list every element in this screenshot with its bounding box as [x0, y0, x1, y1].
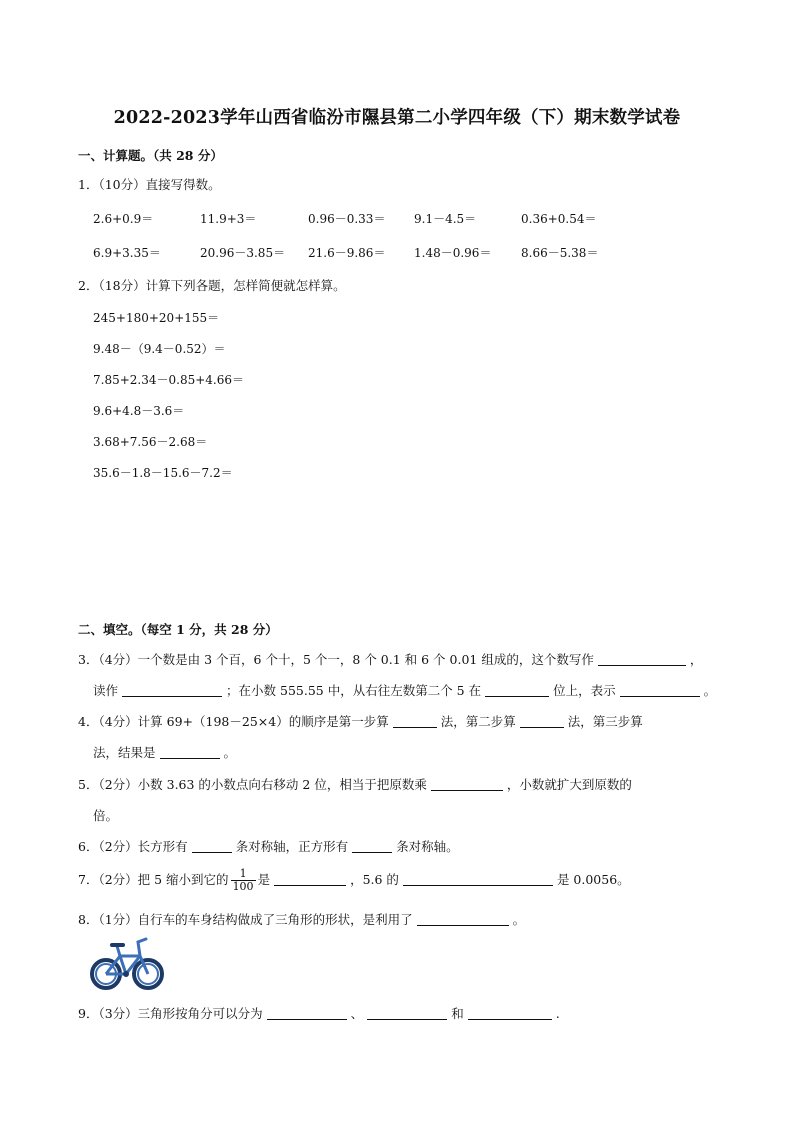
calc-item: 7.85+2.34－0.85+4.66＝	[93, 373, 244, 387]
question-2-stem: 2．（18分）计算下列各题，怎样简便就怎样算。	[78, 278, 346, 293]
question-5-text: 5．（2分）小数 3.63 的小数点向右移动 2 位，相当于把原数乘	[78, 777, 427, 792]
answer-blank[interactable]	[122, 683, 222, 697]
punctuation: .	[555, 1006, 560, 1021]
fraction-denominator: 100	[232, 880, 254, 893]
question-8	[78, 911, 525, 929]
question-3-text: ；在小数 555.55 中，从右往左数第二个 5 在	[226, 683, 482, 698]
question-9-text: 9．（3分）三角形按角分可以分为	[78, 1006, 263, 1021]
answer-blank[interactable]	[431, 777, 503, 791]
question-8-text: 8．（1分）自行车的车身结构做成了三角形的形状，是利用了	[78, 912, 413, 927]
question-3-text: 3．（4分）一个数是由 3 个百，6 个十，5 个一，8 个 0.1 和 6 个 0.01 组成的，这个数写作	[78, 652, 594, 667]
expression: 0.36+0.54＝	[521, 212, 597, 226]
separator: 、	[350, 1006, 364, 1021]
question-1-stem: 1．（10分）直接写得数。	[78, 177, 221, 192]
expression: 9.1－4.5＝	[414, 212, 477, 226]
question-7-text: 是 0.0056。	[556, 872, 630, 887]
bicycle-icon	[90, 934, 164, 992]
calc-item: 9.48－（9.4－0.52）＝	[93, 342, 226, 356]
answer-blank[interactable]	[520, 714, 564, 728]
answer-blank[interactable]	[192, 839, 232, 853]
question-6-text: 条对称轴。	[396, 839, 459, 854]
answer-blank[interactable]	[485, 683, 549, 697]
question-7-text: ，5.6 的	[350, 872, 399, 887]
answer-blank[interactable]	[403, 872, 553, 886]
question-4-line-1	[78, 713, 643, 731]
answer-blank[interactable]	[598, 652, 686, 666]
question-4-text: 法，结果是	[93, 745, 156, 760]
answer-blank[interactable]	[620, 683, 700, 697]
calc-item: 3.68+7.56－2.68＝	[93, 435, 208, 449]
question-4-text: 法，第二步算	[440, 714, 516, 729]
question-4-text: 4．（4分）计算 69+（198－25×4）的顺序是第一步算	[78, 714, 389, 729]
exam-title: 2022-2023学年山西省临汾市隰县第二小学四年级（下）期末数学试卷	[113, 108, 681, 128]
answer-blank[interactable]	[417, 912, 509, 926]
answer-blank[interactable]	[352, 839, 392, 853]
expression: 11.9+3＝	[200, 212, 257, 226]
question-7-text: 7．（2分）把 5 缩小到它的	[78, 872, 229, 887]
question-6-text: 条对称轴，正方形有	[235, 839, 349, 854]
calc-item: 245+180+20+155＝	[93, 311, 220, 325]
fraction	[231, 868, 256, 893]
section-1-heading: 一、计算题。（共 28 分）	[78, 148, 223, 163]
expression: 0.96－0.33＝	[308, 212, 386, 226]
question-5-line-2: 倍。	[93, 808, 119, 823]
expression: 8.66－5.38＝	[521, 246, 599, 260]
answer-blank[interactable]	[468, 1006, 552, 1020]
question-7-text: 是	[257, 872, 271, 887]
separator: 和	[451, 1006, 464, 1021]
question-3-text: 位上，表示	[553, 683, 616, 698]
question-3-text: 读作	[93, 683, 119, 698]
expression: 2.6+0.9＝	[93, 212, 154, 226]
fraction-numerator: 1	[239, 867, 247, 880]
punctuation: 。	[223, 745, 237, 760]
question-4-text: 法，第三步算	[567, 714, 643, 729]
expression: 21.6－9.86＝	[308, 246, 386, 260]
expression: 1.48－0.96＝	[414, 246, 492, 260]
question-4-line-2	[93, 744, 236, 762]
punctuation: 。	[703, 683, 717, 698]
expression: 20.96－3.85＝	[200, 246, 286, 260]
question-3-line-1	[78, 651, 702, 669]
question-5-line-1	[78, 776, 632, 794]
answer-blank[interactable]	[274, 872, 346, 886]
question-6	[78, 838, 459, 856]
question-6-text: 6．（2分）长方形有	[78, 839, 188, 854]
punctuation: ，	[689, 652, 703, 667]
question-3-line-2	[93, 682, 716, 700]
expression: 6.9+3.35＝	[93, 246, 161, 260]
question-5-text: ，小数就扩大到原数的	[506, 777, 632, 792]
question-9	[78, 1005, 560, 1023]
answer-blank[interactable]	[393, 714, 437, 728]
calc-item: 35.6－1.8－15.6－7.2＝	[93, 466, 233, 480]
section-2-heading: 二、填空。（每空 1 分，共 28 分）	[78, 622, 278, 637]
question-7	[78, 868, 630, 893]
answer-blank[interactable]	[160, 745, 220, 759]
answer-blank[interactable]	[367, 1006, 447, 1020]
calc-item: 9.6+4.8－3.6＝	[93, 404, 185, 418]
punctuation: 。	[512, 912, 526, 927]
answer-blank[interactable]	[267, 1006, 347, 1020]
